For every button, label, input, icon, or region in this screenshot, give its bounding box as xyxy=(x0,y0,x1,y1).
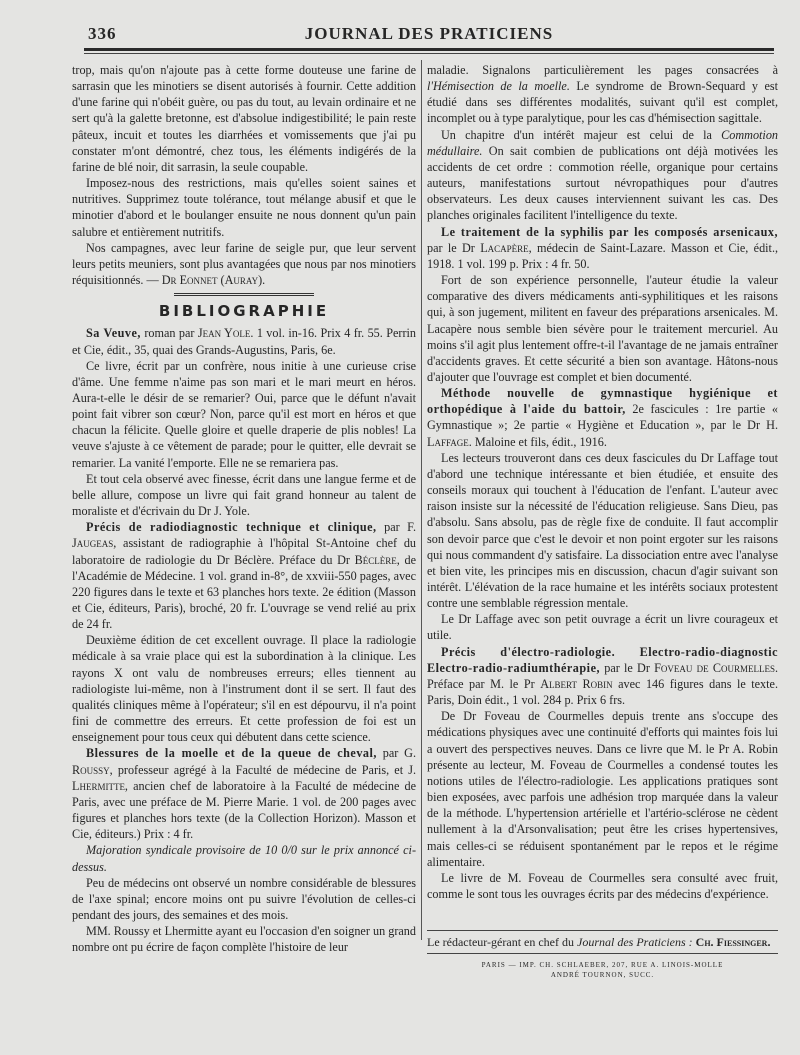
header-rule-thin xyxy=(84,53,774,54)
book-author: Laffage. xyxy=(427,434,472,449)
book-title: Sa Veuve, xyxy=(86,326,141,341)
book-ref: par le Dr xyxy=(427,240,475,255)
book-ref: par le Dr xyxy=(604,660,650,675)
book-ref: assistant de radiographie à l'hôpital St-Antoine chef du laboratoire de radiologie du Dr Béclère. Préface du Dr xyxy=(72,536,417,567)
review-text: Les lecteurs trouveront dans ces deux fascicules du Dr Laffage tout d'abord une technique intéressante et bien étudiée, et ensuite des conseils moraux qui touchent à l'éducation de l'enfant. L'auteur avec raison insiste sur la nécessité de l'éducation religieuse. Sans Dieu, pas d'absolu. Sans absolu, pas de règle fixe de conduite. Il faut accomplir son devoir parce que c'est le devoir et non point ergoter sur les raisons qui nous commandent d'y satisfaire. La dissociation entre avec l'analyse et bien vite, les principes mis en discussion, chacun d'agir suivant son intérêt. L'élévation de la race humaine et les intérêts sociaux protestent contre une semblable régression mentale. xyxy=(427,450,778,611)
review-text: Peu de médecins ont observé un nombre considérable de blessures de l'axe spinal; encore moins ont pu suivre l'évolution de celles-ci pendant des jours, des semaines et des mois. xyxy=(72,875,416,922)
paragraph-text: Un chapitre d'un intérêt majeur est celui de la xyxy=(441,127,712,142)
book-author: Roussy, xyxy=(72,762,113,777)
paragraph-text: On sait combien de publications ont déjà motivées les accidents de cet ordre : commotion réelle, organique pour certains auteurs, manifestations surtout névropathiques pour d'autres observateurs. Les deux causes interviennent suivant les cas. Des planches originales facilitent l'intelligence du texte. xyxy=(427,143,779,223)
book-ref: 1 vol. in-16. Prix 4 fr. 55. Perrin et Cie, édit., 35, quai des Grands-Augustins, Paris, 6e. xyxy=(72,326,416,357)
page-number: 336 xyxy=(88,24,117,43)
paragraph: Imposez-nous des restrictions, mais qu'elles soient saines et nutritives. Supprimez toute tolérance, tout mélange abusif et que le minotier d'abord et le boulanger ensuite ne nous donnent qu'un pain salubre et entièrement nutritifs. xyxy=(72,176,416,239)
column-divider xyxy=(421,60,422,940)
section-title: BIBLIOGRAPHIE xyxy=(158,302,330,321)
book-author: Jaugeas, xyxy=(72,536,117,551)
book-ref: ancien chef de laboratoire à la Faculté de médecine de Paris, avec une préface de M. Pierre Marie. 1 vol. de 200 pages avec figures et planches hors texte (de la Collection Horizon). Masson et Cie, éditeurs.) Prix : 4 fr. xyxy=(72,778,416,842)
book-author: Béclère, xyxy=(354,552,400,567)
book-ref: par F. xyxy=(384,520,416,535)
book-author: Lhermitte, xyxy=(72,778,128,793)
paragraph xyxy=(427,127,778,224)
footer-rule xyxy=(427,953,778,954)
book-author: Jean Yole. xyxy=(197,326,254,341)
book-ref: professeur agrégé à la Faculté de médecine de Paris, et J. xyxy=(117,762,416,777)
review-text: De Dr Foveau de Courmelles depuis trente ans s'occupe des médications physiques avec une continuité d'efforts qui maintes fois lui a ouvert des perspectives neuves. Dans ce livre que M. le Pr A. Robin présente au lecteur, M. Foveau de Courmelles a condensé toutes les notions utiles de l'électro-radiologie. Les applications pratiques sont bien exposées, avec parfois une adhésion trop marquée dans la valeur de la méthode. L'hypertension artérielle et l'artério-sclérose ne cèdent nullement à la d'Arsonvalisation; peut être les crises hypertensives, mais celles-ci se réduisent spontanément par le repos et le régime alimentaire. xyxy=(427,709,778,869)
book-title: Blessures de la moelle et de la queue de cheval, xyxy=(86,746,377,761)
journal-title: JOURNAL DES PRATICIENS xyxy=(304,24,554,43)
footer-rule xyxy=(427,930,778,931)
book-entry xyxy=(72,745,416,842)
ornament-rule xyxy=(174,293,314,298)
review-text: Deuxième édition de cet excellent ouvrage. Il place la radiologie médicale à sa vraie place qui est la subordination à la clinique. Les rayons X ont valu de nombreuses erreurs; elles tiennent au radiologiste lui-même, non à l'instrument dont il se sert. Il faut des qualités cliniques même à l'opérateur; s'il en est dépourvu, il n'a point fini de commettre des erreurs. Et cette profession de foi est un enseignement pour tous ceux qui débutent dans cette science. xyxy=(72,633,416,745)
page-header xyxy=(84,24,774,44)
editor-label: Le rédacteur-gérant en chef du xyxy=(427,935,574,949)
paragraph-text: Nos campagnes, avec leur farine de seigle pur, que leur servent leurs petits meuniers, sont plus avantagées que nous par nos minotiers réquisitionnés. — xyxy=(72,240,416,288)
book-entry xyxy=(427,385,778,450)
printer-imprint xyxy=(427,960,778,980)
book-author: Foveau de Courmelles. xyxy=(654,660,779,675)
book-ref: Maloine et fils, édit., 1916. xyxy=(474,434,607,449)
emphasis: l'Hémisection de la moelle. xyxy=(427,79,570,94)
paragraph-text: maladie. Signalons particulièrement les pages consacrées à xyxy=(427,63,778,77)
right-column xyxy=(427,62,778,902)
book-ref: par G. xyxy=(382,746,416,761)
editor-journal: Journal des Praticiens : xyxy=(577,935,693,949)
editor-name: Ch. Fiessinger. xyxy=(695,935,771,949)
paragraph-text: Le syndrome de Brown-Sequard y est étudié dans ses différentes modalités, suivant qu'il est complet, incomplet ou à type paralytique, pour les cas d'hémisection sagittale. xyxy=(427,79,778,126)
review-text: MM. Roussy et Lhermitte ayant eu l'occasion d'en soigner un grand nombre ont pu écrire de façon complète l'histoire de leur xyxy=(72,924,416,955)
header-rule xyxy=(84,48,774,51)
book-ref: 2e fascicules : 1re partie « Gymnastique »; 2e partie « Hygiène et Education », par le Dr H. xyxy=(427,402,778,433)
review-text: Et tout cela observé avec finesse, écrit dans une langue ferme et de belle allure, compose un livre qui fait grand honneur au talent de moraliste et d'écrivain du Dr J. Yole. xyxy=(72,471,416,519)
book-entry xyxy=(427,224,778,272)
imprint-line: PARIS — IMP. CH. SCHLAEBER, 207, RUE A. LINOIS-MOLLE xyxy=(481,961,724,969)
review-text: Fort de son expérience personnelle, l'auteur étudie la valeur comparative des divers médicaments anti-syphilitiques et les raisons qui, à son jugement, militent en faveur des préparations arsenicales. M. Lacapère nous semble bien sévère pour le traitement mercuriel. Au moins s'il agit plus lentement offre-t-il l'avantage de ne jamais entraîner d'accidents graves. Et cette sécurité a bien son avantage. Hâtons-nous d'ajouter que l'ouvrage est complet et bien documenté. xyxy=(427,273,778,384)
book-title: Méthode nouvelle de gymnastique hygiénique et orthopédique à l'aide du battoir, xyxy=(427,386,778,417)
paragraph xyxy=(72,240,416,288)
review-text: Ce livre, écrit par un confrère, nous initie à une curieuse crise d'âme. Une femme n'aime pas son mari et le mari meurt en héros. Aura-t-elle le désir de se remarier? Oui, parce que le défunt n'avait point fait vibrer son cœur? Non, parce qu'il est mort en héros et que chacun la félicite. Quelle gloire et quelle draperie de plis nobles! La veuve s'ajuste à ce vêtement de parade; pour le quitter, elle devrait se remarier. La vanité l'emporte. Elle ne se remariera pas. xyxy=(72,358,416,470)
emphasis: Commotion médullaire. xyxy=(427,127,779,158)
book-author: Lacapère, xyxy=(480,240,532,255)
book-title: Précis d'électro-radiologie. Electro-radio-diagnostic Electro-radio-radiumthérapie, xyxy=(427,644,778,675)
book-author: Albert Robin xyxy=(540,676,613,691)
review-text: Le livre de M. Foveau de Courmelles sera consulté avec fruit, comme le sont tous les ouvrages écrits par des médecins d'expérience. xyxy=(427,870,778,901)
book-ref: médecin de Saint-Lazare. Masson et Cie, édit., 1918. 1 vol. 199 p. Prix : 4 fr. 50. xyxy=(427,240,779,271)
book-title: Précis de radiodiagnostic technique et clinique, xyxy=(86,520,377,535)
book-title: Le traitement de la syphilis par les composés arsenicaux, xyxy=(441,224,778,239)
book-ref: avec 146 figures dans le texte. Paris, Doin édit., 1 vol. 284 p. Prix 6 frs. xyxy=(427,676,778,708)
book-entry xyxy=(72,325,416,357)
book-ref: roman par xyxy=(144,326,195,341)
left-column xyxy=(72,62,416,955)
paragraph: trop, mais qu'on n'ajoute pas à cette forme douteuse une farine de sarrasin que les minotiers se disent autorisés à fournir. Cette addition d'une farine qui n'obéit guère, ou pas du tout, au levain ordinaire et ne sert qu'à la galette bretonne, est d'absolue indigestibilité; le pain reste pâteux, incuit et toutes les diarrhées et vomissements que j'ai pu constater m'ont démontré, chez tous, les éléments indigérés de la farine de blé noir, dit sarrasin, la seule coupable. xyxy=(72,63,416,174)
price-note: Majoration syndicale provisoire de 10 0/0 sur le prix annoncé ci-dessus. xyxy=(72,843,416,874)
paragraph xyxy=(427,62,778,127)
book-ref: de l'Académie de Médecine. 1 vol. grand in-8°, de xxviii-550 pages, avec 220 figures dans le texte et 63 planches hors texte. 2e édition (Masson et Cie, éditeurs, Paris), broché, 20 fr. L'ouvrage se vend relié au prix de 24 fr. xyxy=(72,552,416,632)
imprint-line: ANDRÉ TOURNON, SUCC. xyxy=(550,971,655,979)
author-signature: Dr Eonnet (Auray). xyxy=(161,273,266,288)
book-entry xyxy=(72,519,416,632)
editor-line xyxy=(427,935,778,950)
book-entry xyxy=(427,644,778,709)
review-text: Le Dr Laffage avec son petit ouvrage a écrit un livre courageux et utile. xyxy=(427,612,778,643)
book-ref: Préface par M. le Pr xyxy=(427,676,535,691)
